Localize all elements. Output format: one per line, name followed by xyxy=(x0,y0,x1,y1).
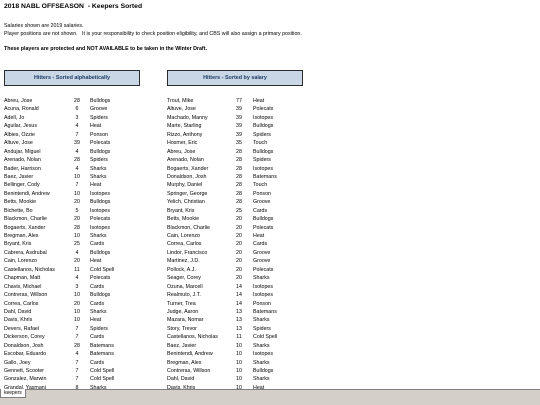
team-cell: Batemans xyxy=(253,173,277,180)
team-cell: Heat xyxy=(90,182,102,189)
player-name-cell: Gallo, Joey xyxy=(4,359,31,366)
player-name-cell: Story, Trevor xyxy=(167,325,197,332)
team-cell: Heat xyxy=(90,258,102,265)
salary-cell: 7 xyxy=(75,131,79,138)
team-cell: Bulldogs xyxy=(90,98,111,104)
salary-cell: 28 xyxy=(236,157,242,164)
team-cell: Isotopes xyxy=(253,292,274,299)
salary-cell: 4 xyxy=(75,148,79,155)
salary-cell: 10 xyxy=(236,376,242,383)
team-cell: Isotopes xyxy=(253,114,274,121)
team-cell: Sharks xyxy=(253,275,270,282)
salary-cell: 13 xyxy=(236,317,242,324)
salary-cell: 20 xyxy=(236,266,242,273)
salary-cell: 8 xyxy=(75,384,79,389)
salary-cell: 20 xyxy=(74,258,80,265)
player-name-cell: Machado, Manny xyxy=(167,114,208,121)
team-cell: Isotopes xyxy=(253,165,274,172)
salary-cell: 20 xyxy=(236,258,242,265)
player-name-cell: Baez, Javier xyxy=(4,173,34,180)
salary-cell: 39 xyxy=(236,114,242,121)
player-name-cell: Abreu, Jose xyxy=(4,98,33,104)
salary-cell: 39 xyxy=(236,106,242,113)
team-cell: Sharks xyxy=(90,233,107,239)
team-cell: Bulldogs xyxy=(253,368,274,374)
player-name-cell: Acuna, Ronald xyxy=(4,106,39,113)
salary-cell: 28 xyxy=(236,148,242,155)
team-cell: Bulldogs xyxy=(90,249,111,256)
team-cell: Batemans xyxy=(90,342,114,349)
team-cell: Batemans xyxy=(90,351,114,358)
player-name-cell: Benintendi, Andrew xyxy=(4,190,50,197)
salary-cell: 10 xyxy=(74,292,80,299)
player-name-cell: Albies, Ozzie xyxy=(4,131,35,138)
salary-cell: 20 xyxy=(236,241,242,248)
player-name-cell: Davis, Khris xyxy=(4,317,33,324)
player-name-cell: Arenado, Nolan xyxy=(167,157,204,164)
player-name-cell: Dahl, David xyxy=(4,308,32,315)
team-cell: Isotopes xyxy=(253,351,274,358)
team-cell: Sharks xyxy=(253,317,270,324)
salary-cell: 28 xyxy=(74,342,80,349)
player-name-cell: Realmuto, J.T. xyxy=(167,292,201,299)
player-name-cell: Grandal, Yasmani xyxy=(4,384,46,389)
player-name-cell: Mazara, Nomar xyxy=(167,317,204,324)
player-name-cell: Correa, Carlos xyxy=(167,241,202,248)
player-name-cell: Donaldson, Josh xyxy=(4,342,44,349)
position-note: Player positions are not shown. It is your responsibility to check position eligibility, and CBS will also assign a primary position. xyxy=(4,31,302,37)
salary-cell: 4 xyxy=(75,351,79,358)
player-name-cell: Dickerson, Corey xyxy=(4,334,45,341)
team-cell: Polecats xyxy=(90,275,111,282)
player-name-cell: Altuve, Jose xyxy=(4,140,33,147)
team-cell: Groove xyxy=(253,258,271,265)
player-name-cell: Murphy, Daniel xyxy=(167,182,203,189)
team-cell: Spiders xyxy=(90,325,108,332)
team-cell: Touch xyxy=(253,140,268,147)
salary-cell: 7 xyxy=(75,359,79,366)
player-name-cell: Bellinger, Cody xyxy=(4,182,40,189)
team-cell: Spiders xyxy=(253,325,271,332)
player-name-cell: Betts, Mookie xyxy=(167,216,200,223)
salary-cell: 20 xyxy=(74,216,80,223)
salary-cell: 10 xyxy=(236,359,242,366)
salary-cell: 20 xyxy=(236,275,242,282)
salary-cell: 4 xyxy=(75,165,79,172)
salary-cell: 20 xyxy=(236,233,242,239)
team-cell: Polecats xyxy=(90,216,111,223)
salary-header: Hitters - Sorted by salary xyxy=(167,70,303,86)
player-name-cell: Pollock, A.J. xyxy=(167,266,196,273)
player-name-cell: Cabrera, Asdrubal xyxy=(4,249,47,256)
salary-cell: 20 xyxy=(236,224,242,231)
player-name-cell: Donaldson, Josh xyxy=(167,173,207,180)
player-name-cell: Yelich, Christian xyxy=(167,199,205,206)
salary-cell: 28 xyxy=(236,173,242,180)
player-name-cell: Dahl, David xyxy=(167,376,195,383)
team-cell: Cold Spell xyxy=(90,368,115,374)
salary-cell: 28 xyxy=(236,165,242,172)
player-name-cell: Chapman, Matt xyxy=(4,275,41,282)
player-name-cell: Escobar, Eduardo xyxy=(4,351,47,358)
salary-cell: 10 xyxy=(236,368,242,374)
player-name-cell: Betts, Mookie xyxy=(4,199,37,206)
team-cell: Groove xyxy=(253,249,271,256)
salary-cell: 11 xyxy=(74,266,80,273)
salary-cell: 10 xyxy=(74,173,80,180)
salary-cell: 20 xyxy=(236,216,242,223)
team-cell: Isotopes xyxy=(90,190,111,197)
salary-cell: 28 xyxy=(74,224,80,231)
salary-cell: 7 xyxy=(75,368,79,374)
team-cell: Cards xyxy=(90,334,105,341)
team-cell: Cards xyxy=(253,207,268,214)
team-cell: Sharks xyxy=(90,308,107,315)
player-name-cell: Davis, Khris xyxy=(167,384,196,389)
salary-cell: 35 xyxy=(236,140,242,147)
player-name-cell: Marte, Starling xyxy=(167,123,202,130)
team-cell: Ponson xyxy=(253,300,271,307)
team-cell: Polecats xyxy=(90,140,111,147)
player-name-cell: Blackmon, Charlie xyxy=(4,216,47,223)
salary-cell: 4 xyxy=(75,249,79,256)
salary-cell: 25 xyxy=(74,241,80,248)
player-name-cell: Baez, Javier xyxy=(167,342,197,349)
team-cell: Cards xyxy=(253,241,268,248)
salary-cell: 7 xyxy=(75,325,79,332)
team-cell: Polecats xyxy=(253,266,274,273)
team-cell: Bulldogs xyxy=(90,292,111,299)
team-cell: Heat xyxy=(90,317,102,324)
salary-cell: 4 xyxy=(75,123,79,130)
player-name-cell: Hosmer, Eric xyxy=(167,140,198,147)
salary-cell: 13 xyxy=(236,308,242,315)
team-cell: Polecats xyxy=(253,224,274,231)
salary-cell: 28 xyxy=(74,157,80,164)
salary-cell: 5 xyxy=(75,207,79,214)
team-cell: Sharks xyxy=(253,359,270,366)
player-name-cell: Bregman, Alex xyxy=(167,359,202,366)
player-name-cell: Ozuna, Marcell xyxy=(167,283,203,290)
player-name-cell: Arenado, Nolan xyxy=(4,157,41,164)
salary-cell: 39 xyxy=(236,131,242,138)
team-cell: Cold Spell xyxy=(90,266,115,273)
player-name-cell: Springer, George xyxy=(167,190,208,197)
player-name-cell: Castellanos, Nicholas xyxy=(167,334,218,341)
player-name-cell: Bichette, Bo xyxy=(4,207,33,214)
salary-cell: 28 xyxy=(74,98,80,104)
team-cell: Cold Spell xyxy=(253,334,278,341)
salary-cell: 10 xyxy=(236,351,242,358)
team-cell: Sharks xyxy=(90,384,107,389)
player-name-cell: Correa, Carlos xyxy=(4,300,39,307)
player-name-cell: Contreras, Willson xyxy=(4,292,48,299)
team-cell: Batemans xyxy=(253,308,277,315)
team-cell: Isotopes xyxy=(90,224,111,231)
team-cell: Groove xyxy=(253,199,271,206)
salary-cell: 3 xyxy=(75,283,79,290)
team-cell: Sharks xyxy=(90,165,107,172)
team-cell: Spiders xyxy=(253,131,271,138)
salary-cell: 20 xyxy=(74,300,80,307)
team-cell: Sharks xyxy=(90,173,107,180)
team-cell: Spiders xyxy=(253,157,271,164)
salary-cell: 6 xyxy=(75,106,79,113)
player-name-cell: Abreu, Jose xyxy=(167,148,196,155)
salary-note: Salaries shown are 2019 salaries. xyxy=(4,23,84,29)
team-cell: Bulldogs xyxy=(90,199,111,206)
team-cell: Touch xyxy=(253,182,268,189)
player-name-cell: Blackmon, Charlie xyxy=(167,224,210,231)
team-cell: Sharks xyxy=(253,376,270,383)
team-cell: Heat xyxy=(253,98,265,104)
salary-cell: 39 xyxy=(236,123,242,130)
player-name-cell: Gennett, Scooter xyxy=(4,368,45,374)
team-cell: Sharks xyxy=(253,342,270,349)
player-name-cell: Bryant, Kris xyxy=(4,241,32,248)
player-name-cell: Cain, Lorenzo xyxy=(167,233,200,239)
salary-cell: 10 xyxy=(236,384,242,389)
player-name-cell: Gonzalez, Marwin xyxy=(4,376,47,383)
player-name-cell: Rizzo, Anthony xyxy=(167,131,203,138)
team-cell: Bulldogs xyxy=(253,216,274,223)
player-name-cell: Aguilar, Jesus xyxy=(4,123,37,130)
team-cell: Spiders xyxy=(90,157,108,164)
salary-cell: 10 xyxy=(74,308,80,315)
player-name-cell: Andujar, Miguel xyxy=(4,148,41,155)
salary-cell: 10 xyxy=(74,190,80,197)
team-cell: Bulldogs xyxy=(253,123,274,130)
team-cell: Groove xyxy=(90,106,108,113)
player-name-cell: Castellanos, Nicholas xyxy=(4,266,55,273)
player-name-cell: Seager, Corey xyxy=(167,275,201,282)
player-name-cell: Judge, Aaron xyxy=(167,308,199,315)
salary-cell: 7 xyxy=(75,334,79,341)
player-name-cell: Bregman, Alex xyxy=(4,233,39,239)
team-cell: Ponson xyxy=(253,190,271,197)
team-cell: Bulldogs xyxy=(90,148,111,155)
team-cell: Spiders xyxy=(90,114,108,121)
team-cell: Bulldogs xyxy=(253,148,274,155)
salary-cell: 7 xyxy=(75,376,79,383)
protected-warning: These players are protected and NOT AVAILABLE to be taken in the Winter Draft. xyxy=(4,46,207,52)
player-name-cell: Cain, Lorenzo xyxy=(4,258,37,265)
player-name-cell: Lindor, Francisco xyxy=(167,249,208,256)
salary-cell: 28 xyxy=(236,182,242,189)
salary-cell: 20 xyxy=(236,249,242,256)
team-cell: Cold Spell xyxy=(90,376,115,383)
team-cell: Heat xyxy=(253,233,265,239)
salary-cell: 28 xyxy=(236,190,242,197)
page-title: 2018 NABL OFFSEASON - Keepers Sorted xyxy=(4,3,143,10)
team-cell: Isotopes xyxy=(253,283,274,290)
player-name-cell: Altuve, Jose xyxy=(167,106,196,113)
salary-cell: 39 xyxy=(74,140,80,147)
player-name-cell: Bader, Harrison xyxy=(4,165,41,172)
player-name-cell: Bryant, Kris xyxy=(167,207,195,214)
alphabetical-header: Hitters - Sorted alphabetically xyxy=(4,70,140,86)
salary-cell: 10 xyxy=(74,317,80,324)
team-cell: Polecats xyxy=(253,106,274,113)
salary-cell: 10 xyxy=(236,342,242,349)
sheet-tab-keepers[interactable]: keepers xyxy=(0,389,26,398)
salary-cell: 25 xyxy=(236,207,242,214)
team-cell: Cards xyxy=(90,300,105,307)
player-name-cell: Bogaerts, Xander xyxy=(4,224,46,231)
player-name-cell: Benintendi, Andrew xyxy=(167,351,213,358)
team-cell: Heat xyxy=(253,384,265,389)
salary-cell: 3 xyxy=(75,114,79,121)
player-name-cell: Contreras, Willson xyxy=(167,368,211,374)
salary-cell: 11 xyxy=(236,334,242,341)
player-name-cell: Trout, Mike xyxy=(167,98,194,104)
salary-cell: 4 xyxy=(75,275,79,282)
team-cell: Cards xyxy=(90,359,105,366)
player-name-cell: Martinez, J.D. xyxy=(167,258,200,265)
player-name-cell: Chavis, Michael xyxy=(4,283,42,290)
salary-cell: 7 xyxy=(75,182,79,189)
player-name-cell: Devers, Rafael xyxy=(4,325,40,332)
salary-cell: 13 xyxy=(236,325,242,332)
player-name-cell: Bogaerts, Xander xyxy=(167,165,209,172)
team-cell: Isotopes xyxy=(90,207,111,214)
salary-cell: 14 xyxy=(236,300,242,307)
salary-cell: 20 xyxy=(74,199,80,206)
team-cell: Cards xyxy=(90,283,105,290)
team-cell: Ponson xyxy=(90,131,108,138)
player-name-cell: Adell, Jo xyxy=(4,114,25,121)
salary-cell: 14 xyxy=(236,283,242,290)
salary-cell: 28 xyxy=(236,199,242,206)
sheet-tab-bar xyxy=(0,389,540,405)
team-cell: Heat xyxy=(90,123,102,130)
team-cell: Cards xyxy=(90,241,105,248)
salary-cell: 77 xyxy=(236,98,242,104)
salary-cell: 10 xyxy=(74,233,80,239)
salary-cell: 14 xyxy=(236,292,242,299)
player-name-cell: Turner, Trea xyxy=(167,300,196,307)
